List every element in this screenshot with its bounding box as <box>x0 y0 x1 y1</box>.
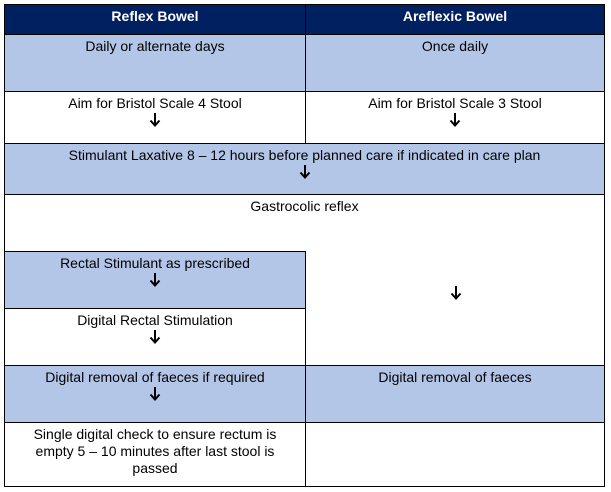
down-arrow-icon <box>149 273 161 287</box>
single-check-cell <box>5 422 305 486</box>
digital-stimulation-cell <box>5 308 305 365</box>
frequency-areflexic-text: Once daily <box>421 38 489 54</box>
stool-areflexic-cell <box>305 91 604 143</box>
digital-removal-reflex-text: Digital removal of faeces if required <box>45 369 265 385</box>
down-arrow-icon <box>449 113 461 127</box>
header-areflexic-label: Areflexic Bowel <box>402 8 508 24</box>
stool-reflex-text: Aim for Bristol Scale 4 Stool <box>68 95 242 111</box>
frequency-reflex-text: Daily or alternate days <box>85 38 225 54</box>
stool-reflex-cell <box>5 91 305 143</box>
frequency-reflex-cell <box>5 34 305 91</box>
laxative-cell <box>5 143 604 194</box>
down-arrow-icon <box>149 330 161 344</box>
digital-stimulation-text: Digital Rectal Stimulation <box>77 312 233 328</box>
down-arrow-icon <box>450 286 462 300</box>
gastrocolic-text: Gastrocolic reflex <box>250 198 359 214</box>
digital-removal-areflexic-text: Digital removal of faeces <box>378 369 532 385</box>
rectal-stimulant-cell <box>5 251 305 308</box>
down-arrow-icon <box>149 387 161 401</box>
single-check-areflexic-cell <box>305 422 604 486</box>
rectal-stimulant-text: Rectal Stimulant as prescribed <box>60 255 250 271</box>
areflexic-continuation-cell <box>305 251 604 365</box>
stool-areflexic-text: Aim for Bristol Scale 3 Stool <box>368 95 542 111</box>
laxative-text: Stimulant Laxative 8 – 12 hours before planned care if indicated in care plan <box>68 147 541 163</box>
header-areflexic-bowel <box>305 5 604 34</box>
bowel-care-table <box>4 4 605 487</box>
single-check-text: Single digital check to ensure rectum is empty 5 – 10 minutes after last stool is passed <box>33 426 277 476</box>
down-arrow-icon <box>299 165 311 179</box>
header-reflex-bowel <box>5 5 305 34</box>
frequency-areflexic-cell <box>305 34 604 91</box>
gastrocolic-cell <box>5 194 604 251</box>
down-arrow-icon <box>149 113 161 127</box>
digital-removal-reflex-cell <box>5 365 305 422</box>
digital-removal-areflexic-cell <box>305 365 604 422</box>
header-reflex-label: Reflex Bowel <box>111 8 199 24</box>
